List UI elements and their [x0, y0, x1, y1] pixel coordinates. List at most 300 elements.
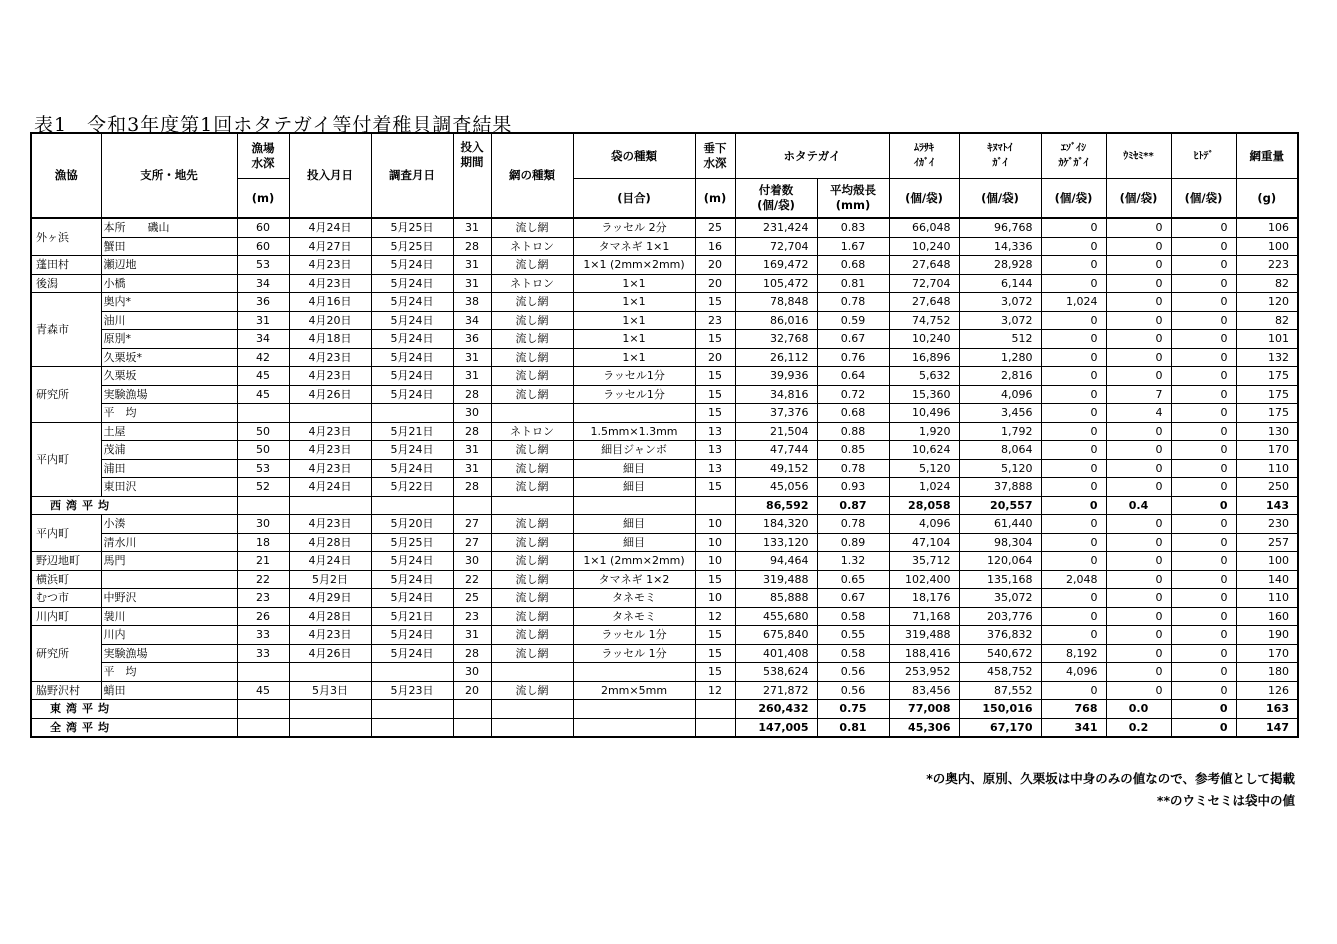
- header-net-weight: 網重量: [1236, 133, 1298, 179]
- empty-cell: [453, 496, 491, 515]
- ezo-cell: 0: [1041, 626, 1106, 645]
- count-cell: 133,120: [735, 533, 817, 552]
- date-survey-cell: 5月24日: [371, 274, 453, 293]
- header-kinu: ｷﾇﾏﾄｲ ｶﾞｲ: [959, 133, 1041, 179]
- empty-cell: [695, 718, 735, 737]
- count-cell: 37,376: [735, 404, 817, 423]
- group-cell: 青森市: [31, 293, 101, 367]
- survey-table: [30, 132, 1299, 738]
- hang-depth-cell: 12: [695, 681, 735, 700]
- all-bay-average: [31, 718, 1298, 737]
- net-weight-cell: 175: [1236, 385, 1298, 404]
- table-row: [31, 348, 1298, 367]
- umisemi-cell: 0: [1106, 237, 1171, 256]
- site-cell: 川内: [101, 626, 237, 645]
- murasaki-cell: 83,456: [889, 681, 959, 700]
- depth-cell: 50: [237, 422, 289, 441]
- header-shell-length: 平均殻長 (mm): [817, 179, 889, 219]
- date-survey-cell: 5月24日: [371, 626, 453, 645]
- header-unit-hitode: (個/袋): [1171, 179, 1236, 219]
- date-in-cell: 4月20日: [289, 311, 371, 330]
- hitode-cell: 0: [1171, 533, 1236, 552]
- west-bay-average-len: 0.87: [817, 496, 889, 515]
- umisemi-cell: 0: [1106, 274, 1171, 293]
- bag-type-cell: 1×1: [573, 330, 695, 349]
- umisemi-cell: 0: [1106, 570, 1171, 589]
- murasaki-cell: 27,648: [889, 256, 959, 275]
- depth-cell: 18: [237, 533, 289, 552]
- depth-cell: 33: [237, 644, 289, 663]
- ezo-cell: 0: [1041, 404, 1106, 423]
- date-survey-cell: 5月24日: [371, 441, 453, 460]
- kinu-cell: 3,456: [959, 404, 1041, 423]
- depth-cell: 53: [237, 256, 289, 275]
- table-row: [31, 626, 1298, 645]
- empty-cell: [371, 700, 453, 719]
- net-weight-cell: 130: [1236, 422, 1298, 441]
- period-cell: 22: [453, 570, 491, 589]
- all-bay-average-count: 147,005: [735, 718, 817, 737]
- count-cell: 675,840: [735, 626, 817, 645]
- count-cell: 169,472: [735, 256, 817, 275]
- murasaki-cell: 1,024: [889, 478, 959, 497]
- bag-type-cell: タネモミ: [573, 589, 695, 608]
- net-type-cell: [491, 663, 573, 682]
- west-bay-average-label: 西湾平均: [31, 496, 237, 515]
- bag-type-cell: 1×1: [573, 311, 695, 330]
- table-row: [31, 293, 1298, 312]
- murasaki-cell: 74,752: [889, 311, 959, 330]
- table-row: [31, 274, 1298, 293]
- kinu-cell: 120,064: [959, 552, 1041, 571]
- umisemi-cell: 0: [1106, 218, 1171, 237]
- header-unit-kinu: (個/袋): [959, 179, 1041, 219]
- net-type-cell: ネトロン: [491, 237, 573, 256]
- group-cell: むつ市: [31, 589, 101, 608]
- kinu-cell: 458,752: [959, 663, 1041, 682]
- period-cell: 31: [453, 218, 491, 237]
- count-cell: 32,768: [735, 330, 817, 349]
- kinu-cell: 96,768: [959, 218, 1041, 237]
- east-bay-average-count: 260,432: [735, 700, 817, 719]
- header-hang-unit: (m): [695, 179, 735, 219]
- header-bag-type: 袋の種類: [573, 133, 695, 179]
- group-cell: 後潟: [31, 274, 101, 293]
- hitode-cell: 0: [1171, 274, 1236, 293]
- footnotes: [0, 768, 1295, 812]
- group-cell: 研究所: [31, 626, 101, 682]
- net-weight-cell: 126: [1236, 681, 1298, 700]
- date-in-cell: 4月18日: [289, 330, 371, 349]
- murasaki-cell: 5,120: [889, 459, 959, 478]
- hang-depth-cell: 12: [695, 607, 735, 626]
- table-row: [31, 330, 1298, 349]
- ezo-cell: 1,024: [1041, 293, 1106, 312]
- site-cell: 実験漁場: [101, 385, 237, 404]
- hitode-cell: 0: [1171, 663, 1236, 682]
- east-bay-average-ezo: 768: [1041, 700, 1106, 719]
- net-weight-cell: 82: [1236, 311, 1298, 330]
- date-in-cell: 4月27日: [289, 237, 371, 256]
- net-weight-cell: 120: [1236, 293, 1298, 312]
- empty-cell: [491, 700, 573, 719]
- umisemi-cell: 0: [1106, 478, 1171, 497]
- depth-cell: 22: [237, 570, 289, 589]
- shell-length-cell: 0.83: [817, 218, 889, 237]
- kinu-cell: 37,888: [959, 478, 1041, 497]
- net-weight-cell: 132: [1236, 348, 1298, 367]
- ezo-cell: 0: [1041, 533, 1106, 552]
- bag-type-cell: 1×1: [573, 274, 695, 293]
- date-in-cell: 4月23日: [289, 626, 371, 645]
- date-in-cell: 4月28日: [289, 533, 371, 552]
- site-cell: 実験漁場: [101, 644, 237, 663]
- site-cell: 久栗坂: [101, 367, 237, 386]
- site-cell: 土屋: [101, 422, 237, 441]
- ezo-cell: 0: [1041, 459, 1106, 478]
- net-type-cell: 流し網: [491, 533, 573, 552]
- shell-length-cell: 0.72: [817, 385, 889, 404]
- bag-type-cell: 細目: [573, 533, 695, 552]
- period-cell: 30: [453, 404, 491, 423]
- header-unit-murasaki: (個/袋): [889, 179, 959, 219]
- date-survey-cell: 5月24日: [371, 589, 453, 608]
- kinu-cell: 376,832: [959, 626, 1041, 645]
- count-cell: 26,112: [735, 348, 817, 367]
- period-cell: 30: [453, 552, 491, 571]
- hang-depth-cell: 16: [695, 237, 735, 256]
- period-cell: 31: [453, 459, 491, 478]
- ezo-cell: 8,192: [1041, 644, 1106, 663]
- hang-depth-cell: 15: [695, 293, 735, 312]
- umisemi-cell: 0: [1106, 311, 1171, 330]
- net-type-cell: 流し網: [491, 515, 573, 534]
- hitode-cell: 0: [1171, 607, 1236, 626]
- empty-cell: [573, 496, 695, 515]
- net-weight-cell: 175: [1236, 367, 1298, 386]
- count-cell: 86,016: [735, 311, 817, 330]
- period-cell: 27: [453, 533, 491, 552]
- period-cell: 23: [453, 607, 491, 626]
- hitode-cell: 0: [1171, 478, 1236, 497]
- depth-cell: 52: [237, 478, 289, 497]
- count-cell: 538,624: [735, 663, 817, 682]
- shell-length-cell: 0.56: [817, 663, 889, 682]
- group-cell: 平内町: [31, 422, 101, 496]
- date-in-cell: 5月2日: [289, 570, 371, 589]
- table-row: [31, 256, 1298, 275]
- west-bay-average-umi: 0.4: [1106, 496, 1171, 515]
- count-cell: 34,816: [735, 385, 817, 404]
- site-cell: 東田沢: [101, 478, 237, 497]
- hitode-cell: 0: [1171, 311, 1236, 330]
- net-type-cell: 流し網: [491, 570, 573, 589]
- murasaki-cell: 5,632: [889, 367, 959, 386]
- site-cell: 平 均: [101, 663, 237, 682]
- count-cell: 49,152: [735, 459, 817, 478]
- header-net-type: 網の種類: [491, 133, 573, 218]
- all-bay-average-ezo: 341: [1041, 718, 1106, 737]
- net-type-cell: 流し網: [491, 441, 573, 460]
- net-weight-cell: 250: [1236, 478, 1298, 497]
- period-cell: 28: [453, 237, 491, 256]
- group-cell: 川内町: [31, 607, 101, 626]
- date-survey-cell: 5月22日: [371, 478, 453, 497]
- umisemi-cell: 0: [1106, 589, 1171, 608]
- shell-length-cell: 0.65: [817, 570, 889, 589]
- date-in-cell: 4月29日: [289, 589, 371, 608]
- net-type-cell: 流し網: [491, 311, 573, 330]
- umisemi-cell: 0: [1106, 459, 1171, 478]
- table-title: 表1 令和3年度第1回ホタテガイ等付着稚貝調査結果: [34, 114, 513, 136]
- date-survey-cell: 5月24日: [371, 459, 453, 478]
- murasaki-cell: 1,920: [889, 422, 959, 441]
- murasaki-cell: 319,488: [889, 626, 959, 645]
- hitode-cell: 0: [1171, 681, 1236, 700]
- group-cell: 研究所: [31, 367, 101, 423]
- shell-length-cell: 0.85: [817, 441, 889, 460]
- site-cell: 中野沢: [101, 589, 237, 608]
- umisemi-cell: 0: [1106, 533, 1171, 552]
- period-cell: 34: [453, 311, 491, 330]
- kinu-cell: 4,096: [959, 385, 1041, 404]
- date-in-cell: 5月3日: [289, 681, 371, 700]
- header-attached: 付着数 (個/袋): [735, 179, 817, 219]
- kinu-cell: 3,072: [959, 293, 1041, 312]
- date-in-cell: 4月23日: [289, 274, 371, 293]
- count-cell: 271,872: [735, 681, 817, 700]
- hang-depth-cell: 25: [695, 218, 735, 237]
- umisemi-cell: 7: [1106, 385, 1171, 404]
- depth-cell: 34: [237, 330, 289, 349]
- date-survey-cell: 5月20日: [371, 515, 453, 534]
- net-type-cell: 流し網: [491, 348, 573, 367]
- umisemi-cell: 0: [1106, 552, 1171, 571]
- ezo-cell: 0: [1041, 681, 1106, 700]
- table-row: [31, 422, 1298, 441]
- shell-length-cell: 0.89: [817, 533, 889, 552]
- empty-cell: [573, 700, 695, 719]
- depth-cell: 30: [237, 515, 289, 534]
- bag-type-cell: タマネギ 1×1: [573, 237, 695, 256]
- date-survey-cell: 5月21日: [371, 607, 453, 626]
- table-row: [31, 681, 1298, 700]
- empty-cell: [371, 496, 453, 515]
- period-cell: 28: [453, 644, 491, 663]
- kinu-cell: 512: [959, 330, 1041, 349]
- hang-depth-cell: 15: [695, 404, 735, 423]
- net-type-cell: 流し網: [491, 385, 573, 404]
- header-depth: [237, 133, 289, 179]
- date-in-cell: [289, 404, 371, 423]
- header-depth-label: 漁場 水深: [251, 141, 275, 170]
- hang-depth-cell: 23: [695, 311, 735, 330]
- shell-length-cell: 0.88: [817, 422, 889, 441]
- hang-depth-cell: 13: [695, 441, 735, 460]
- table-row: [31, 441, 1298, 460]
- site-cell: [101, 570, 237, 589]
- header-fishery: 漁協: [31, 133, 101, 218]
- site-cell: 蛸田: [101, 681, 237, 700]
- header-unit-ezo: (個/袋): [1041, 179, 1106, 219]
- kinu-cell: 1,280: [959, 348, 1041, 367]
- net-type-cell: 流し網: [491, 459, 573, 478]
- hitode-cell: 0: [1171, 237, 1236, 256]
- header-scallop: ホタテガイ: [735, 133, 889, 179]
- kinu-cell: 1,792: [959, 422, 1041, 441]
- date-survey-cell: 5月24日: [371, 256, 453, 275]
- kinu-cell: 87,552: [959, 681, 1041, 700]
- date-in-cell: 4月23日: [289, 441, 371, 460]
- hang-depth-cell: 10: [695, 552, 735, 571]
- hang-depth-cell: 15: [695, 644, 735, 663]
- hitode-cell: 0: [1171, 404, 1236, 423]
- count-cell: 45,056: [735, 478, 817, 497]
- table-row: [31, 385, 1298, 404]
- date-survey-cell: 5月24日: [371, 385, 453, 404]
- table-row: [31, 663, 1298, 682]
- hitode-cell: 0: [1171, 626, 1236, 645]
- header-branch: 支所・地先: [101, 133, 237, 218]
- header-murasaki: ﾑﾗｻｷ ｲｶﾞｲ: [889, 133, 959, 179]
- shell-length-cell: 0.55: [817, 626, 889, 645]
- net-weight-cell: 110: [1236, 459, 1298, 478]
- group-cell: 蓬田村: [31, 256, 101, 275]
- shell-length-cell: 0.56: [817, 681, 889, 700]
- west-bay-average: [31, 496, 1298, 515]
- net-type-cell: 流し網: [491, 644, 573, 663]
- header-ezo: ｴｿﾞｲｼ ｶｹﾞｶﾞｲ: [1041, 133, 1106, 179]
- east-bay-average-label: 東湾平均: [31, 700, 237, 719]
- table-row: [31, 404, 1298, 423]
- ezo-cell: 0: [1041, 589, 1106, 608]
- all-bay-average-len: 0.81: [817, 718, 889, 737]
- bag-type-cell: ラッセル 2分: [573, 218, 695, 237]
- hang-depth-cell: 10: [695, 515, 735, 534]
- net-weight-cell: 257: [1236, 533, 1298, 552]
- header-period: 投入 期間: [453, 133, 491, 218]
- net-weight-cell: 101: [1236, 330, 1298, 349]
- period-cell: 31: [453, 367, 491, 386]
- site-cell: 原別*: [101, 330, 237, 349]
- murasaki-cell: 4,096: [889, 515, 959, 534]
- net-type-cell: [491, 404, 573, 423]
- net-weight-cell: 175: [1236, 404, 1298, 423]
- ezo-cell: 0: [1041, 218, 1106, 237]
- shell-length-cell: 0.76: [817, 348, 889, 367]
- depth-cell: 45: [237, 681, 289, 700]
- hitode-cell: 0: [1171, 515, 1236, 534]
- site-cell: 瀬辺地: [101, 256, 237, 275]
- west-bay-average-ezo: 0: [1041, 496, 1106, 515]
- depth-cell: 42: [237, 348, 289, 367]
- header-date-survey: 調査月日: [371, 133, 453, 218]
- table-row: [31, 607, 1298, 626]
- west-bay-average-w: 143: [1236, 496, 1298, 515]
- murasaki-cell: 18,176: [889, 589, 959, 608]
- date-survey-cell: 5月24日: [371, 570, 453, 589]
- west-bay-average-hit: 0: [1171, 496, 1236, 515]
- depth-cell: 26: [237, 607, 289, 626]
- table-row: [31, 570, 1298, 589]
- murasaki-cell: 66,048: [889, 218, 959, 237]
- net-type-cell: 流し網: [491, 589, 573, 608]
- murasaki-cell: 10,624: [889, 441, 959, 460]
- ezo-cell: 0: [1041, 515, 1106, 534]
- bag-type-cell: 細目: [573, 478, 695, 497]
- all-bay-average-umi: 0.2: [1106, 718, 1171, 737]
- hitode-cell: 0: [1171, 589, 1236, 608]
- hitode-cell: 0: [1171, 256, 1236, 275]
- count-cell: 85,888: [735, 589, 817, 608]
- period-cell: 31: [453, 256, 491, 275]
- count-cell: 319,488: [735, 570, 817, 589]
- count-cell: 47,744: [735, 441, 817, 460]
- shell-length-cell: 1.67: [817, 237, 889, 256]
- kinu-cell: 2,816: [959, 367, 1041, 386]
- ezo-cell: 0: [1041, 478, 1106, 497]
- hitode-cell: 0: [1171, 330, 1236, 349]
- depth-cell: 21: [237, 552, 289, 571]
- hang-depth-cell: 15: [695, 626, 735, 645]
- empty-cell: [289, 700, 371, 719]
- umisemi-cell: 4: [1106, 404, 1171, 423]
- ezo-cell: 0: [1041, 385, 1106, 404]
- depth-cell: 34: [237, 274, 289, 293]
- depth-cell: 33: [237, 626, 289, 645]
- hitode-cell: 0: [1171, 570, 1236, 589]
- date-survey-cell: 5月24日: [371, 552, 453, 571]
- kinu-cell: 135,168: [959, 570, 1041, 589]
- net-type-cell: 流し網: [491, 607, 573, 626]
- group-cell: 横浜町: [31, 570, 101, 589]
- header-unit-umisemi: (個/袋): [1106, 179, 1171, 219]
- hang-depth-cell: 10: [695, 589, 735, 608]
- umisemi-cell: 0: [1106, 607, 1171, 626]
- empty-cell: [289, 496, 371, 515]
- net-weight-cell: 160: [1236, 607, 1298, 626]
- kinu-cell: 540,672: [959, 644, 1041, 663]
- bag-type-cell: ラッセル 1分: [573, 644, 695, 663]
- hitode-cell: 0: [1171, 459, 1236, 478]
- umisemi-cell: 0: [1106, 515, 1171, 534]
- date-in-cell: 4月23日: [289, 459, 371, 478]
- west-bay-average-mur: 28,058: [889, 496, 959, 515]
- empty-cell: [491, 496, 573, 515]
- shell-length-cell: 0.58: [817, 607, 889, 626]
- date-survey-cell: 5月24日: [371, 311, 453, 330]
- ezo-cell: 0: [1041, 256, 1106, 275]
- net-type-cell: 流し網: [491, 293, 573, 312]
- count-cell: 184,320: [735, 515, 817, 534]
- net-weight-cell: 180: [1236, 663, 1298, 682]
- date-survey-cell: [371, 404, 453, 423]
- period-cell: 31: [453, 626, 491, 645]
- header-umisemi: ｳﾐｾﾐ**: [1106, 133, 1171, 179]
- hang-depth-cell: 15: [695, 367, 735, 386]
- date-survey-cell: 5月24日: [371, 644, 453, 663]
- empty-cell: [453, 700, 491, 719]
- bag-type-cell: 細目: [573, 459, 695, 478]
- footnote-2: **のウミセミは袋中の値: [1156, 793, 1295, 808]
- net-type-cell: 流し網: [491, 330, 573, 349]
- date-in-cell: 4月24日: [289, 218, 371, 237]
- hang-depth-cell: 13: [695, 422, 735, 441]
- kinu-cell: 35,072: [959, 589, 1041, 608]
- shell-length-cell: 0.93: [817, 478, 889, 497]
- hang-depth-cell: 15: [695, 478, 735, 497]
- hitode-cell: 0: [1171, 644, 1236, 663]
